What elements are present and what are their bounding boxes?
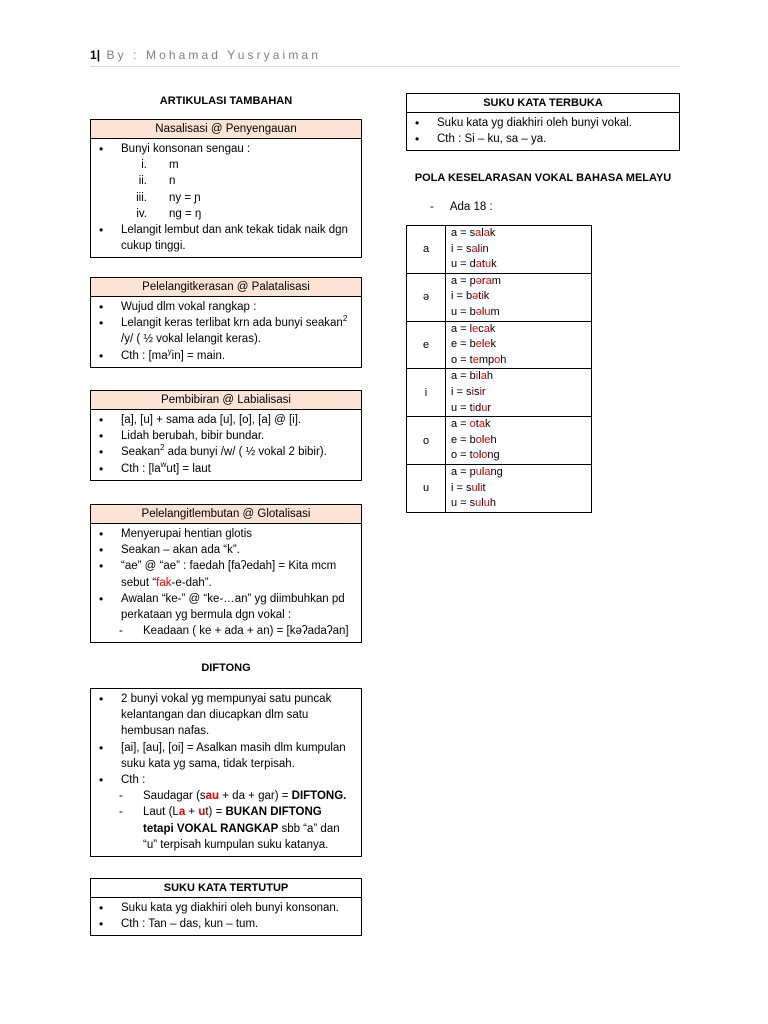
bullet-item: • “ae” @ “ae” : faedah [faʔedah] = Kita mcm sebut “fak-e-dah”. [91,558,353,590]
bullet-item: • Wujud dlm vokal rangkap : [91,299,353,315]
sub-item: - Keadaan ( ke + ada + an) = [kəʔadaʔan] [91,623,353,639]
example-word: i = sisir [451,385,486,398]
bullet-item: • Cth : Tan – das, kun – tum. [91,916,353,932]
example-word: u = tidur [451,401,492,414]
example-cell [446,417,592,465]
example-word: a = lecak [451,322,496,335]
sub-item: - Saudagar (sau + da + gar) = DIFTONG. [91,788,353,804]
box-title: Nasalisasi @ Penyengauan [91,120,361,139]
example-word: a = bilah [451,370,493,383]
example-word: e = boleh [451,433,497,446]
bullet-item: • Suku kata yg diakhiri oleh bunyi konsonan. [91,900,353,916]
bullet-item: • Bunyi konsonan sengau : [91,141,353,157]
vowel-row [407,417,592,465]
box-title: SUKU KATA TERBUKA [407,94,679,113]
heading-diftong: DIFTONG [201,662,251,674]
example-word: a = salak [451,227,496,239]
bullet-item: • Menyerupai hentian glotis [91,526,353,542]
roman-item: ii. n [138,175,176,188]
page-header [90,48,321,62]
vowel-row [407,226,592,274]
box-palatalisasi [90,277,362,368]
example-word: i = bətik [451,290,490,303]
box-suku-terbuka [406,93,680,151]
box-glotalisasi [90,504,362,643]
box-nasalisasi [90,119,362,258]
box-diftong [90,688,362,857]
bullet-item: • Lelangit keras terlibat krn ada bunyi seakan$^2$ /y/ ( ½ vokal lelangit keras). [91,315,353,347]
bullet-item: • 2 bunyi vokal yg mempunyai satu puncak kelantangan dan diucapkan dlm satu hembusan nafas. [91,691,353,740]
box-title: Pelelangitlembutan @ Glotalisasi [91,505,361,524]
vowel-row [407,369,592,417]
page-number: 1 [90,48,97,62]
pola-count-line [430,199,493,215]
example-word: a = otak [451,418,491,431]
bullet-item: • Cth : $[la^wut]$ = laut [91,461,353,477]
vowel-cell: ə [407,273,446,321]
header-separator: | [96,48,101,62]
sub-item: - Laut (La + ut) = BUKAN DIFTONG tetapi VOKAL RANGKAP sbb “a” dan “u” terpisah kumpulan suku katanya. [91,804,353,853]
example-word: o = tolong [451,449,500,462]
vowel-cell: a [407,226,446,274]
bullet-item: • Awalan “ke-” @ “ke-…an” yg diimbuhkan pd perkataan yg bermula dgn vokal : [91,591,353,623]
example-word: e = belek [451,338,496,351]
vowel-cell: e [407,321,446,369]
vowel-cell: o [407,417,446,465]
bullet-item: • [a], [u] + sama ada [u], [o], [a] @ [i]. [91,412,353,428]
example-word: u = datuk [451,258,497,271]
heading-pola: POLA KESELARASAN VOKAL BAHASA MELAYU [414,172,672,184]
example-cell [446,273,592,321]
vowel-cell: u [407,464,446,512]
example-cell [446,321,592,369]
box-title: Pembibiran @ Labialisasi [91,391,361,410]
bullet-item: • Cth : $[ma^yin]$ = main. [91,348,353,364]
example-cell [446,369,592,417]
box-labialisasi [90,390,362,481]
vowel-row [407,273,592,321]
bullet-item: • Lidah berubah, bibir bundar. [91,428,353,444]
bullet-item: • Suku kata yg diakhiri oleh bunyi vokal. [407,115,671,131]
bullet-item: • Cth : [91,772,353,788]
example-word: u = bəlum [451,305,500,318]
example-word: o = tempoh [451,353,507,366]
bullet-item: • [ai], [au], [oi] = Asalkan masih dlm kumpulan suku kata yg sama, tidak terpisah. [91,740,353,772]
box-title: SUKU KATA TERTUTUP [91,879,361,898]
header-author: By : Mohamad Yusryaiman [106,48,321,62]
vowel-harmony-table [406,225,592,513]
roman-item: iv. ng = ŋ [136,207,202,220]
example-word: a = pəram [451,274,501,287]
box-suku-tertutup [90,878,362,936]
example-word: u = suluh [451,497,496,510]
bullet-item: • Lelangit lembut dan ank tekak tidak naik dgn cukup tinggi. [91,222,353,254]
roman-item: i. m [141,159,179,172]
example-word: a = pulang [451,465,503,478]
vowel-cell: i [407,369,446,417]
bullet-item: • Seakan – akan ada “k”. [91,542,353,558]
example-word: i = salin [451,242,489,255]
roman-item: iii. ny = ɲ [136,191,201,204]
vowel-row [407,321,592,369]
dash-marker: - [430,201,434,213]
example-cell [446,464,592,512]
bullet-item: • Cth : Si – ku, sa – ya. [407,131,671,147]
header-rule [90,66,680,67]
vowel-row [407,464,592,512]
box-title: Pelelangitkerasan @ Palatalisasi [91,278,361,297]
pola-count: Ada 18 : [449,201,493,213]
example-cell [446,226,592,274]
heading-artikulasi: ARTIKULASI TAMBAHAN [159,95,293,107]
bullet-item: • Seakan$^2$ ada bunyi /w/ ( ½ vokal 2 bibir). [91,444,353,460]
example-word: i = sulit [451,481,486,494]
